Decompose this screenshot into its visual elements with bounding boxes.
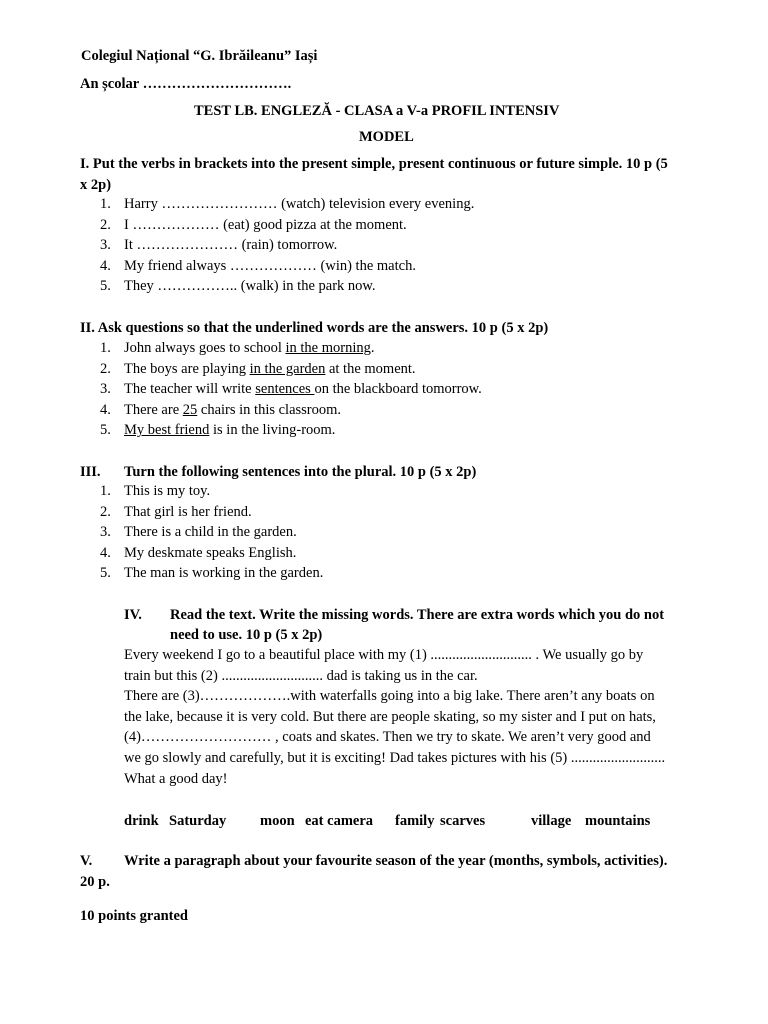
item-number: 4.	[100, 401, 111, 418]
section4-roman: IV.	[124, 607, 142, 623]
underlined-answer: in the morning	[285, 340, 371, 356]
item-text: The boys are playing	[124, 360, 250, 377]
test-title: TEST LB. ENGLEZĂ - CLASA a V-a PROFIL INTENSIV	[194, 103, 560, 119]
item-text: My friend always ……………… (win) the match.	[124, 257, 416, 274]
test-subtitle: MODEL	[359, 129, 414, 145]
list-item	[100, 194, 474, 215]
section5-heading: Write a paragraph about your favourite season of the year (months, symbols, activities).	[124, 853, 668, 869]
list-item	[100, 379, 482, 400]
item-text: This is my toy.	[124, 483, 211, 499]
item-number: 2.	[100, 503, 111, 520]
item-number: 3.	[100, 524, 111, 541]
list-item	[100, 400, 482, 421]
list-item	[100, 522, 323, 543]
section2-list	[100, 338, 482, 441]
section1-heading-cont: x 2p)	[80, 177, 112, 193]
list-item	[100, 502, 323, 523]
word-bank-item: eat camera	[305, 813, 374, 829]
word-bank-item: moon	[260, 813, 295, 829]
item-text: at the moment.	[325, 360, 416, 377]
text-line: What a good day!	[124, 770, 228, 787]
item-text: is in the living-room.	[209, 422, 336, 439]
item-text: Harry …………………… (watch) television every evening.	[124, 196, 475, 212]
section5-heading-cont: 20 p.	[80, 874, 110, 890]
item-text: There is a child in the garden.	[124, 524, 297, 541]
item-number: 1.	[100, 340, 111, 356]
item-text: The teacher will write	[124, 381, 256, 398]
section1-list	[100, 194, 474, 297]
text-line: Every weekend I go to a beautiful place with my (1) ............................ . We usually go by	[124, 647, 644, 663]
section3-list	[100, 481, 323, 584]
text-line: train but this (2) ............................ dad is taking us in the car.	[124, 667, 478, 684]
word-bank-item: village	[531, 813, 572, 829]
word-bank-item: mountains	[585, 813, 651, 829]
underlined-answer: in the garden	[249, 360, 326, 377]
item-text: That girl is her friend.	[124, 503, 252, 520]
item-number: 1.	[100, 196, 111, 212]
item-text: The man is working in the garden.	[124, 565, 324, 582]
item-text: on the blackboard tomorrow.	[314, 381, 482, 398]
list-item	[100, 338, 482, 359]
school-year: An școlar ………………………….	[80, 76, 292, 92]
section5-roman: V.	[80, 853, 93, 869]
word-bank-item: family	[395, 813, 435, 829]
item-text: My deskmate speaks English.	[124, 544, 297, 561]
item-text: chairs in this classroom.	[197, 401, 342, 418]
section2-heading: II. Ask questions so that the underlined words are the answers. 10 p (5 x 2p)	[80, 320, 549, 336]
list-item	[100, 256, 474, 277]
section4-heading-cont: need to use. 10 p (5 x 2p)	[170, 627, 323, 643]
word-bank-item: drink	[124, 813, 159, 829]
item-number: 3.	[100, 237, 111, 254]
item-number: 5.	[100, 422, 111, 439]
item-number: 4.	[100, 257, 111, 274]
points-granted: 10 points granted	[80, 908, 188, 924]
item-text: They …………….. (walk) in the park now.	[124, 278, 376, 295]
reading-text	[124, 645, 714, 789]
item-number: 3.	[100, 381, 111, 398]
item-text: There are	[124, 401, 183, 418]
item-text: .	[370, 340, 375, 356]
item-text: It ………………… (rain) tomorrow.	[124, 237, 338, 254]
item-text: John always goes to school	[124, 340, 286, 356]
underlined-answer: 25	[182, 401, 198, 418]
section1-heading: I. Put the verbs in brackets into the present simple, present continuous or future simple. 10 p (5	[80, 156, 668, 172]
word-bank-item: scarves	[440, 813, 486, 829]
item-number: 2.	[100, 360, 111, 377]
item-number: 2.	[100, 216, 111, 233]
school-name: Colegiul Național “G. Ibrăileanu” Iași	[81, 48, 318, 64]
list-item	[100, 235, 474, 256]
item-number: 4.	[100, 544, 111, 561]
text-line: the lake, because it is very cold. But there are people skating, so my sister and I put on hats,	[124, 708, 656, 725]
word-bank-item: Saturday	[169, 813, 227, 829]
text-line: There are (3)……………….with waterfalls going into a big lake. There aren’t any boats on	[124, 688, 655, 705]
list-item	[100, 420, 482, 441]
list-item	[100, 276, 474, 297]
list-item	[100, 215, 474, 236]
section3-roman: III.	[80, 464, 101, 480]
item-number: 1.	[100, 483, 111, 499]
underlined-answer: My best friend	[124, 422, 210, 439]
list-item	[100, 481, 323, 502]
list-item	[100, 543, 323, 564]
word-bank	[124, 811, 650, 832]
underlined-answer: sentences	[255, 381, 315, 398]
text-line: (4)……………………… , coats and skates. Then we try to skate. We aren’t very good and	[124, 729, 651, 746]
text-line: we go slowly and carefully, but it is exciting! Dad takes pictures with his (5) ..........................	[124, 749, 666, 766]
section3-heading: Turn the following sentences into the plural. 10 p (5 x 2p)	[124, 464, 477, 480]
section4-heading: Read the text. Write the missing words. There are extra words which you do not	[170, 607, 665, 623]
item-number: 5.	[100, 278, 111, 295]
item-text: I ……………… (eat) good pizza at the moment.	[124, 216, 407, 233]
item-number: 5.	[100, 565, 111, 582]
list-item	[100, 563, 323, 584]
list-item	[100, 359, 482, 380]
